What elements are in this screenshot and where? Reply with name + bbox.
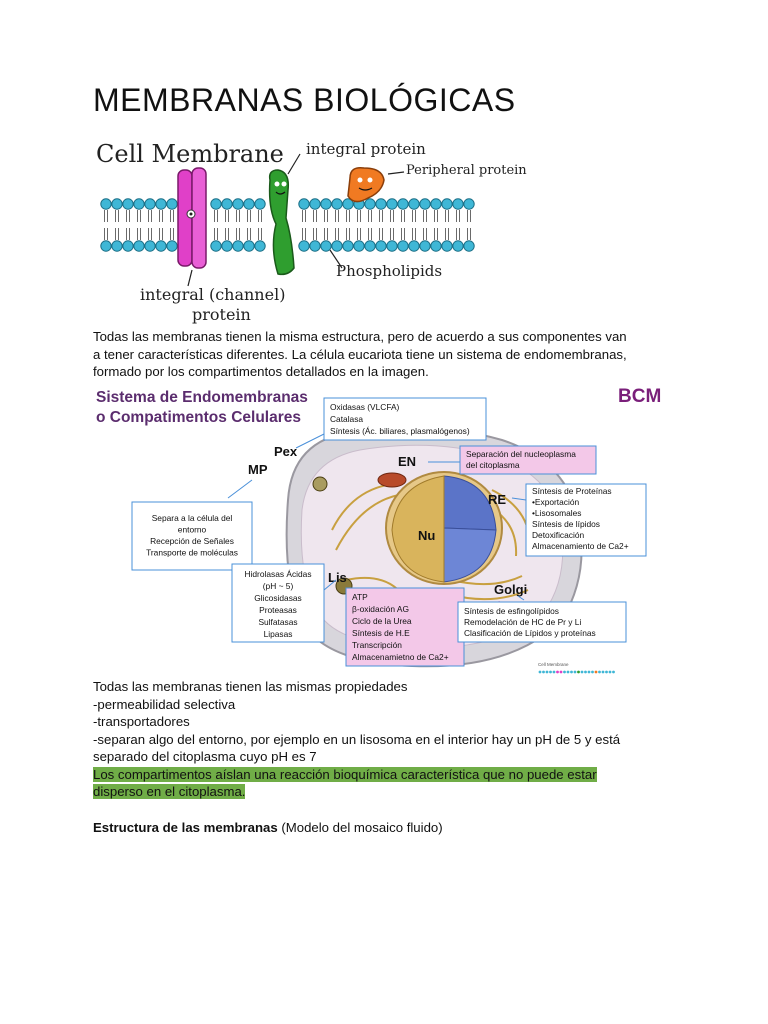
box-text-line: Transcripción bbox=[352, 640, 402, 650]
box-lis bbox=[232, 564, 324, 642]
box-text-line: Sulfatasas bbox=[258, 617, 298, 627]
label-golgi: Golgi bbox=[494, 582, 528, 597]
section-heading-bold: Estructura de las membranas bbox=[93, 820, 278, 835]
box-text-line: Hidrolasas Ácidas bbox=[244, 569, 312, 579]
box-text-line: Síntesis de esfingolípidos bbox=[464, 606, 559, 616]
box-text-line: Transporte de moléculas bbox=[146, 547, 238, 558]
box-text-line: Glicosidasas bbox=[254, 593, 302, 603]
label-peripheral-protein: Peripheral protein bbox=[406, 163, 527, 178]
paragraph-intro bbox=[93, 328, 653, 381]
box-text-line: •Exportación bbox=[532, 497, 580, 507]
box-text-line: Síntesis de lípidos bbox=[532, 519, 600, 529]
text-line: separado del citoplasma cuyo pH es 7 bbox=[93, 749, 317, 764]
box-pex bbox=[324, 398, 486, 440]
svg-text:Cell Membrane: Cell Membrane bbox=[538, 662, 569, 667]
figure-heading: Cell Membrane bbox=[96, 140, 284, 168]
paragraph-properties bbox=[93, 678, 653, 801]
highlighted-text-line: disperso en el citoplasma. bbox=[93, 784, 246, 799]
label-en: EN bbox=[398, 454, 417, 469]
text-line: a tener características diferentes. La célula eucariota tiene un sistema de endomembranas, bbox=[93, 346, 627, 362]
box-re bbox=[526, 484, 646, 556]
box-text-line: Síntesis de H.E bbox=[352, 628, 410, 638]
label-channel-protein-2: protein bbox=[192, 305, 251, 324]
box-text-line: del citoplasma bbox=[466, 460, 520, 470]
section-heading-rest: (Modelo del mosaico fluido) bbox=[277, 820, 443, 835]
label-integral-protein: integral protein bbox=[306, 140, 426, 158]
label-channel-protein-1: integral (channel) bbox=[140, 285, 286, 304]
box-text-line: Remodelación de HC de Pr y Li bbox=[464, 617, 582, 627]
text-line: Todas las membranas tienen la misma estructura, pero de acuerdo a sus componentes van bbox=[93, 329, 627, 344]
box-golgi bbox=[458, 602, 626, 642]
text-line: -transportadores bbox=[93, 714, 190, 729]
box-text-line: Síntesis de Proteínas bbox=[532, 486, 612, 496]
endomembrane-figure bbox=[92, 380, 676, 676]
channel-protein bbox=[178, 168, 206, 268]
label-mp: MP bbox=[248, 462, 268, 477]
box-text-line: Ciclo de la Urea bbox=[352, 616, 412, 626]
box-text-line: Almacenamietno de Ca2+ bbox=[352, 652, 449, 662]
box-text-line: ATP bbox=[352, 592, 368, 602]
box-text-line: (pH ~ 5) bbox=[262, 581, 294, 591]
box-text-line: Separación del nucleoplasma bbox=[466, 449, 576, 459]
box-text-line: •Lisosomales bbox=[532, 508, 582, 518]
box-text-line: Clasificación de Lípidos y proteínas bbox=[464, 628, 596, 638]
box-text-line: Separa a la célula del bbox=[151, 513, 233, 523]
box-text-line: Lipasas bbox=[263, 629, 293, 639]
label-nu: Nu bbox=[418, 528, 436, 543]
cell-membrane-figure bbox=[92, 128, 527, 326]
box-text-line: Proteasas bbox=[259, 605, 297, 615]
box-text-line: β-oxidación AG bbox=[352, 604, 409, 614]
box-text-line: Detoxificación bbox=[532, 530, 585, 540]
label-re: RE bbox=[488, 492, 507, 507]
box-text-line: Almacenamiento de Ca2+ bbox=[532, 541, 629, 551]
page-title: MEMBRANAS BIOLÓGICAS bbox=[93, 82, 516, 118]
label-phospholipids: Phospholipids bbox=[336, 262, 443, 280]
box-en bbox=[460, 446, 596, 474]
bcm-logo: BCM bbox=[618, 386, 662, 407]
box-text-line: Oxidasas (VLCFA) bbox=[330, 402, 400, 412]
text-line: -permeabilidad selectiva bbox=[93, 696, 236, 712]
box-text-line: Síntesis (Ác. biliares, plasmalógenos) bbox=[330, 426, 470, 436]
figure-title-2: o Compatimentos Celulares bbox=[96, 409, 301, 426]
label-pex: Pex bbox=[274, 444, 298, 459]
text-line: Todas las membranas tienen las mismas propiedades bbox=[93, 679, 408, 694]
box-text-line: Catalasa bbox=[330, 414, 364, 424]
box-mit bbox=[346, 588, 464, 666]
text-line: formado por los compartimentos detallados en la imagen. bbox=[93, 364, 429, 379]
box-text-line: entorno bbox=[177, 524, 207, 535]
section-heading bbox=[93, 819, 653, 837]
box-text-line: Recepción de Señales bbox=[150, 536, 234, 546]
label-lis: Lis bbox=[328, 570, 347, 585]
box-mp bbox=[132, 502, 252, 570]
highlighted-text-line: Los compartimentos aíslan una reacción bioquímica característica que no puede estar bbox=[93, 766, 597, 782]
figure-title-1: Sistema de Endomembranas bbox=[96, 389, 308, 406]
text-line: -separan algo del entorno, por ejemplo en un lisosoma en el interior hay un pH de 5 y está bbox=[93, 731, 621, 747]
